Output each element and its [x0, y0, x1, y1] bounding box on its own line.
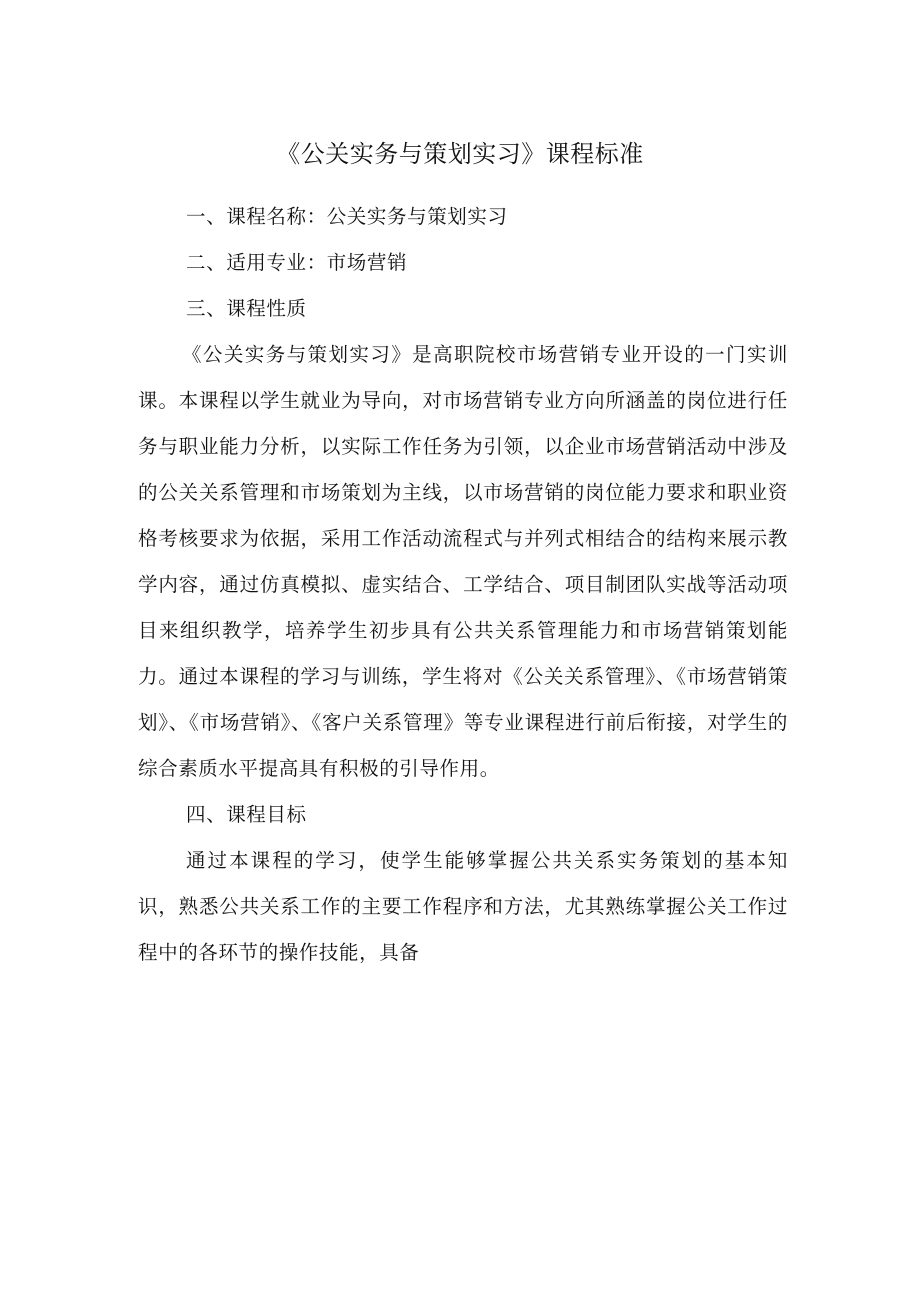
section-course-nature-body: 《公关实务与策划实习》是高职院校市场营销专业开设的一门实训课。本课程以学生就业为导向，对市场营销专业方向所涵盖的岗位进行任务与职业能力分析，以实际工作任务为引领，以企业市场营销活动中涉及的公关关系管理和市场策划为主线，以市场营销的岗位能力要求和职业资格考核要求为依据，采用工作活动流程式与并列式相结合的结构来展示教学内容，通过仿真模拟、虚实结合、工学结合、项目制团队实战等活动项目来组织教学，培养学生初步具有公共关系管理能力和市场营销策划能力。通过本课程的学习与训练，学生将对《公关关系管理》、《市场营销策划》、《市场营销》、《客户关系管理》等专业课程进行前后衔接，对学生的综合素质水平提高具有积极的引导作用。 [138, 343, 788, 780]
document-title: 《公关实务与策划实习》课程标准 [276, 140, 644, 168]
section-course-nature-heading: 三、课程性质 [186, 297, 307, 320]
section-course-objectives-body: 通过本课程的学习，使学生能够掌握公共关系实务策划的基本知识，熟悉公共关系工作的主要工作程序和方法，尤其熟练掌握公关工作过程中的各环节的操作技能，具备 [138, 849, 788, 964]
section-applicable-major: 二、适用专业：市场营销 [186, 251, 408, 274]
section-course-name: 一、课程名称：公关实务与策划实习 [186, 205, 508, 228]
section-course-objectives-heading: 四、课程目标 [186, 803, 307, 826]
document-content [138, 194, 788, 976]
